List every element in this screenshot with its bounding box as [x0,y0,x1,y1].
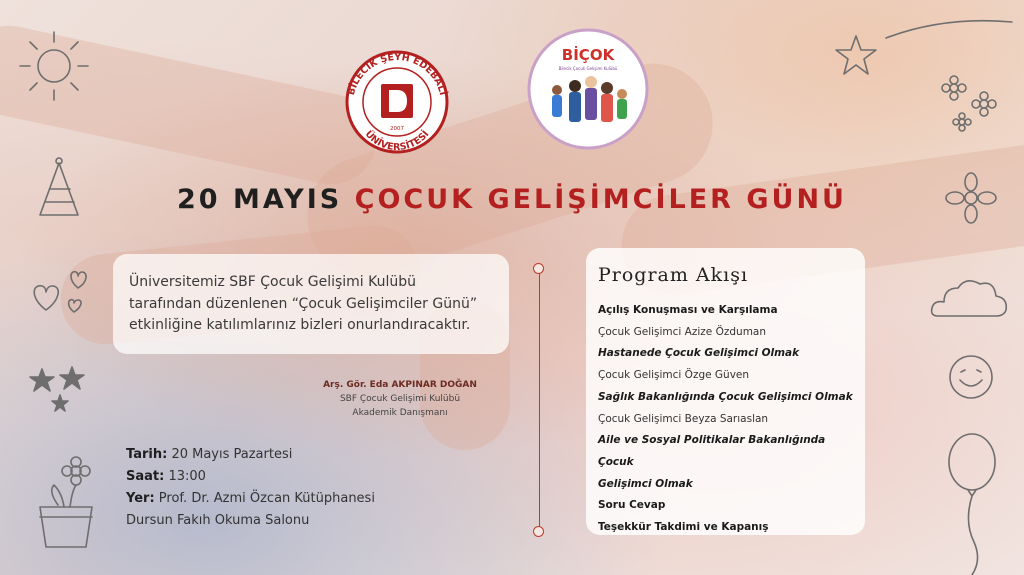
club-name: BİÇOK [561,46,615,64]
university-name-text: BİLECİK ŞEYH EDEBALİ [345,51,449,97]
swoosh-doodle-icon [884,16,1014,46]
intro-line: etkinliğine katılımlarınız bizleri onurlandıracaktır. [129,317,471,333]
cloud-doodle-icon [928,270,1010,322]
club-logo [527,28,649,150]
intro-line: tarafından düzenlenen “Çocuk Gelişimciler Günü” [129,295,478,312]
program-card [586,248,865,535]
event-name-title: ÇOCUK GELİŞİMCİLER GÜNÜ [354,184,847,215]
hearts-doodle-icon [28,262,98,322]
time-label: Saat: [126,469,165,484]
event-details [126,444,375,532]
time-value: 13:00 [168,469,206,484]
time-row [126,466,375,488]
event-date-title: 20 MAYIS [177,184,343,215]
program-heading: Program Akışı [598,264,749,286]
university-logo [333,50,461,154]
divider-dot-top [533,263,544,274]
place-row-2: Dursun Fakıh Okuma Salonu [126,513,310,528]
program-item: Soru Cevap [598,499,666,512]
advisor-name: Arş. Gör. Eda AKPINAR DOĞAN [323,380,477,390]
program-item: Çocuk Gelişimci Azize Özduman [598,325,767,338]
program-item: Çocuk Gelişimci Özge Güven [598,369,750,382]
advisor-role: Akademik Danışmanı [352,408,448,418]
intro-line: Üniversitemiz SBF Çocuk Gelişimi Kulübü [129,274,417,290]
place-row [126,488,375,510]
party-hat-doodle-icon [36,155,82,221]
date-value: 20 Mayıs Pazartesi [171,447,293,462]
date-row [126,444,375,466]
divider-line [539,268,540,532]
intro-text [129,272,509,337]
program-item: Teşekkür Takdimi ve Kapanış [598,521,769,534]
flower-pot-doodle-icon [34,455,98,551]
place-value: Prof. Dr. Azmi Özcan Kütüphanesi [158,491,375,506]
program-item: Açılış Konuşması ve Karşılama [598,304,778,316]
advisor-org: SBF Çocuk Gelişimi Kulübü [339,394,461,404]
balloon-doodle-icon [944,432,1000,575]
sun-doodle-icon [14,26,94,106]
divider-dot-bottom [533,526,544,537]
program-item: Sağlık Bakanlığında Çocuk Gelişimci Olmak [598,390,853,403]
smiley-doodle-icon [946,352,996,402]
flowers-doodle-icon [940,76,1000,134]
date-label: Tarih: [126,447,168,462]
club-subtitle: Bilecik Çocuk Gelişimi Kulübü [558,66,618,71]
university-year: 2007 [390,126,404,132]
program-item: Aile ve Sosyal Politikalar Bakanlığında Çocuk [598,434,826,468]
advisor-block [300,378,500,420]
program-item: Gelişimci Olmak [598,477,693,490]
program-list [598,300,860,539]
program-item: Hastanede Çocuk Gelişimci Olmak [598,347,800,360]
program-item: Çocuk Gelişimci Beyza Sarıaslan [598,412,769,425]
university-subtitle-text: ÜNİVERSİTESİ [362,128,432,154]
intro-card [113,254,509,354]
daisy-doodle-icon [944,170,998,230]
stars-doodle-icon [28,365,90,417]
place-label: Yer: [126,491,155,506]
event-title [0,184,1024,215]
star-doodle-icon [832,32,882,82]
